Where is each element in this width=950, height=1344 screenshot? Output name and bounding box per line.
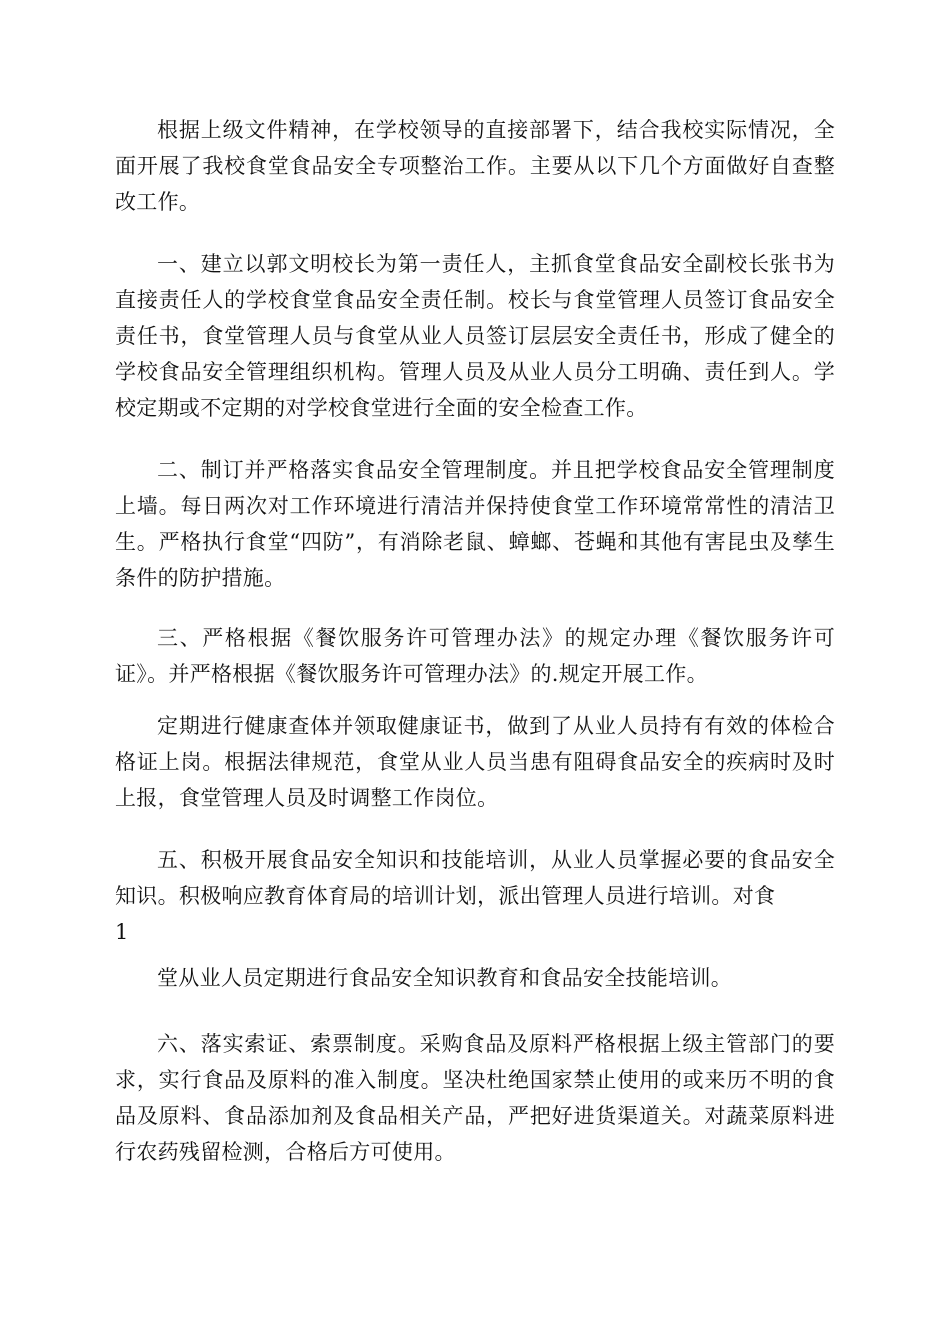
paragraph-section-5: 五、积极开展食品安全知识和技能培训，从业人员掌握必要的食品安全知识。积极响应教育体育局的培训计划，派出管理人员进行培训。对食 bbox=[115, 848, 835, 908]
paragraph-section-5-continued: 堂从业人员定期进行食品安全知识教育和食品安全技能培训。 bbox=[157, 966, 733, 990]
paragraph-intro: 根据上级文件精神，在学校领导的直接部署下，结合我校实际情况，全面开展了我校食堂食品安全专项整治工作。主要从以下几个方面做好自查整改工作。 bbox=[115, 118, 835, 214]
paragraph-section-1: 一、建立以郭文明校长为第一责任人，主抓食堂食品安全副校长张书为直接责任人的学校食堂食品安全责任制。校长与食堂管理人员签订食品安全责任书，食堂管理人员与食堂从业人员签订层层安全责任书，形成了健全的学校食品安全管理组织机构。管理人员及从业人员分工明确、责任到人。学校定期或不定期的对学校食堂进行全面的安全检查工作。 bbox=[115, 252, 835, 420]
paragraph-section-2: 二、制订并严格落实食品安全管理制度。并且把学校食品安全管理制度上墙。每日两次对工作环境进行清洁并保持使食堂工作环境常常性的清洁卫生。严格执行食堂“四防”，有消除老鼠、蟑螂、苍蝇和其他有害昆虫及孳生条件的防护措施。 bbox=[115, 458, 835, 590]
paragraph-section-3: 三、严格根据《餐饮服务许可管理办法》的规定办理《餐饮服务许可证》。并严格根据《餐饮服务许可管理办法》的.规定开展工作。 bbox=[115, 626, 835, 686]
paragraph-health-check: 定期进行健康查体并领取健康证书，做到了从业人员持有有效的体检合格证上岗。根据法律规范，食堂从业人员当患有阻碍食品安全的疾病时及时上报，食堂管理人员及时调整工作岗位。 bbox=[115, 714, 835, 810]
page-number: 1 bbox=[115, 920, 129, 944]
paragraph-section-6: 六、落实索证、索票制度。采购食品及原料严格根据上级主管部门的要求，实行食品及原料的准入制度。坚决杜绝国家禁止使用的或来历不明的食品及原料、食品添加剂及食品相关产品，严把好进货渠道关。对蔬菜原料进行农药残留检测，合格后方可使用。 bbox=[115, 1032, 835, 1164]
